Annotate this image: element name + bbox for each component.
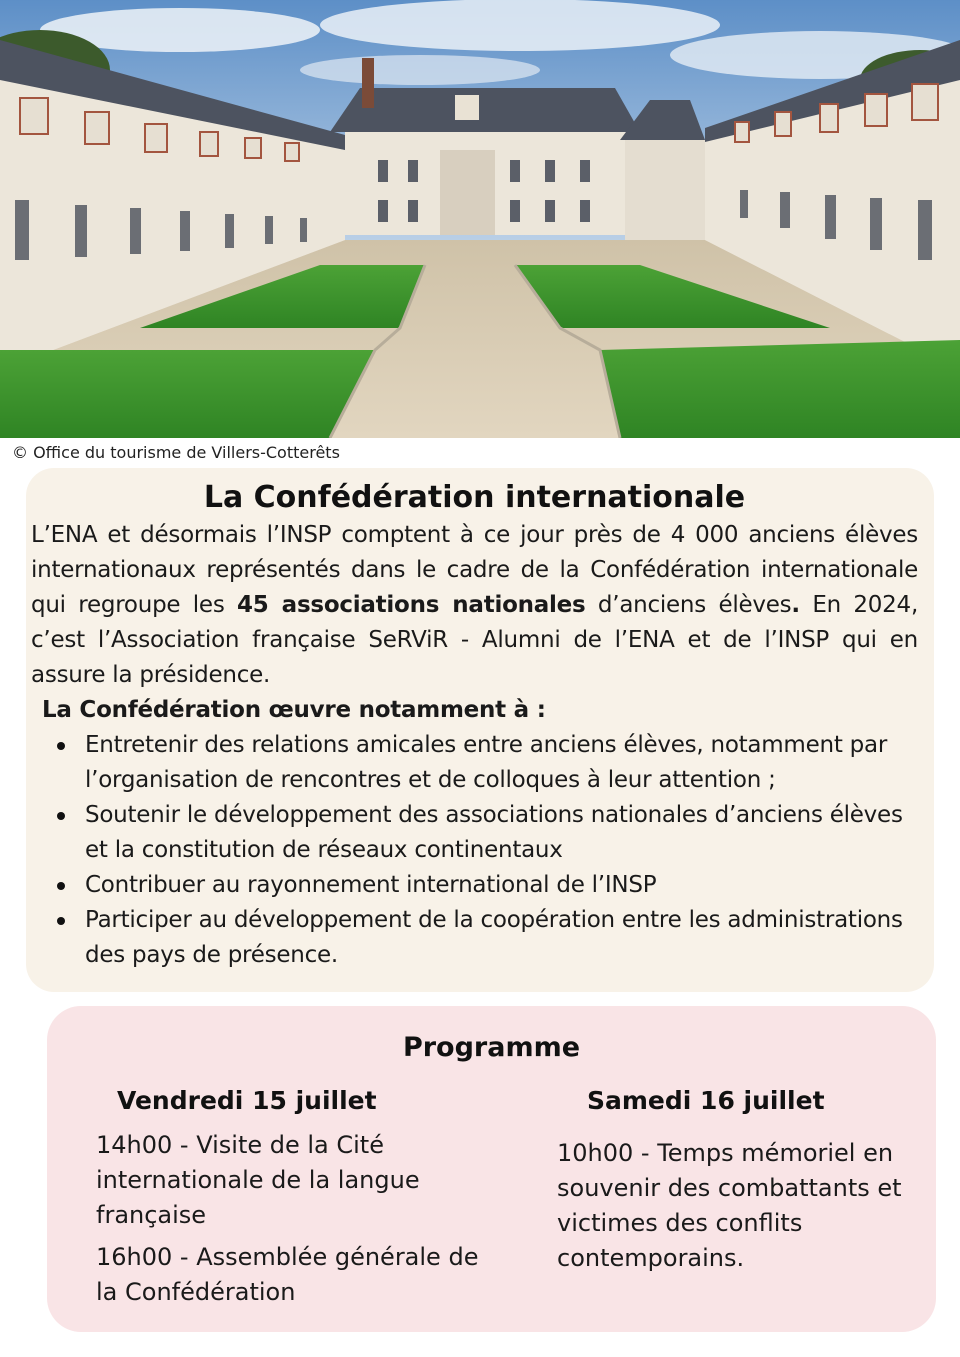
bullet-icon <box>57 917 65 925</box>
missions-list <box>31 728 918 973</box>
intro-highlight-associations: 45 associations nationales <box>237 592 586 618</box>
programme-title: Programme <box>402 1032 581 1063</box>
programme-panel <box>47 1006 936 1332</box>
photo-credit: © Office du tourisme de Villers-Cotterêts <box>12 443 340 462</box>
bullet-icon <box>57 812 65 820</box>
list-item <box>85 798 918 868</box>
list-item-text: Contribuer au rayonnement international de l’INSP <box>85 872 657 898</box>
list-item <box>85 868 918 903</box>
friday-event-assembly: 16h00 - Assemblée générale de la Confédération <box>96 1243 479 1306</box>
intro-text-2: d’anciens élèves <box>585 592 792 618</box>
intro-text-3: En 2024, c’est l’Association française SeRViR - Alumni de l’ENA et de l’INSP qui en assure la présidence. <box>31 592 919 688</box>
list-item-text: Entretenir des relations amicales entre anciens élèves, notamment par l’organisation de rencontres et de colloques à leur attention ; <box>85 732 888 793</box>
list-item-text: Soutenir le développement des associations nationales d’anciens élèves et la constitution de réseaux continentaux <box>85 802 903 863</box>
confederation-subtitle: La Confédération œuvre notamment à : <box>42 697 546 723</box>
bullet-icon <box>57 742 65 750</box>
confederation-intro <box>31 518 918 693</box>
intro-text-1: L’ENA et désormais l’INSP comptent à ce jour près de 4 000 anciens élèves internationaux représentés dans le cadre de la Confédération internationale qui regroupe les <box>31 522 918 618</box>
list-item <box>85 903 918 973</box>
chateau-photo <box>0 0 960 438</box>
confederation-title: La Confédération internationale <box>203 480 746 515</box>
confederation-panel <box>26 468 934 992</box>
saturday-event-memorial: 10h00 - Temps mémoriel en souvenir des combattants et victimes des conflits contemporains. <box>557 1139 902 1272</box>
intro-highlight-period: . <box>791 592 800 618</box>
friday-event-visit: 14h00 - Visite de la Cité internationale de la langue française <box>96 1131 420 1229</box>
list-item-text: Participer au développement de la coopération entre les administrations des pays de présence. <box>85 907 903 968</box>
saturday-title: Samedi 16 juillet <box>587 1086 825 1115</box>
friday-title: Vendredi 15 juillet <box>117 1086 377 1115</box>
list-item <box>85 728 918 798</box>
bullet-icon <box>57 882 65 890</box>
